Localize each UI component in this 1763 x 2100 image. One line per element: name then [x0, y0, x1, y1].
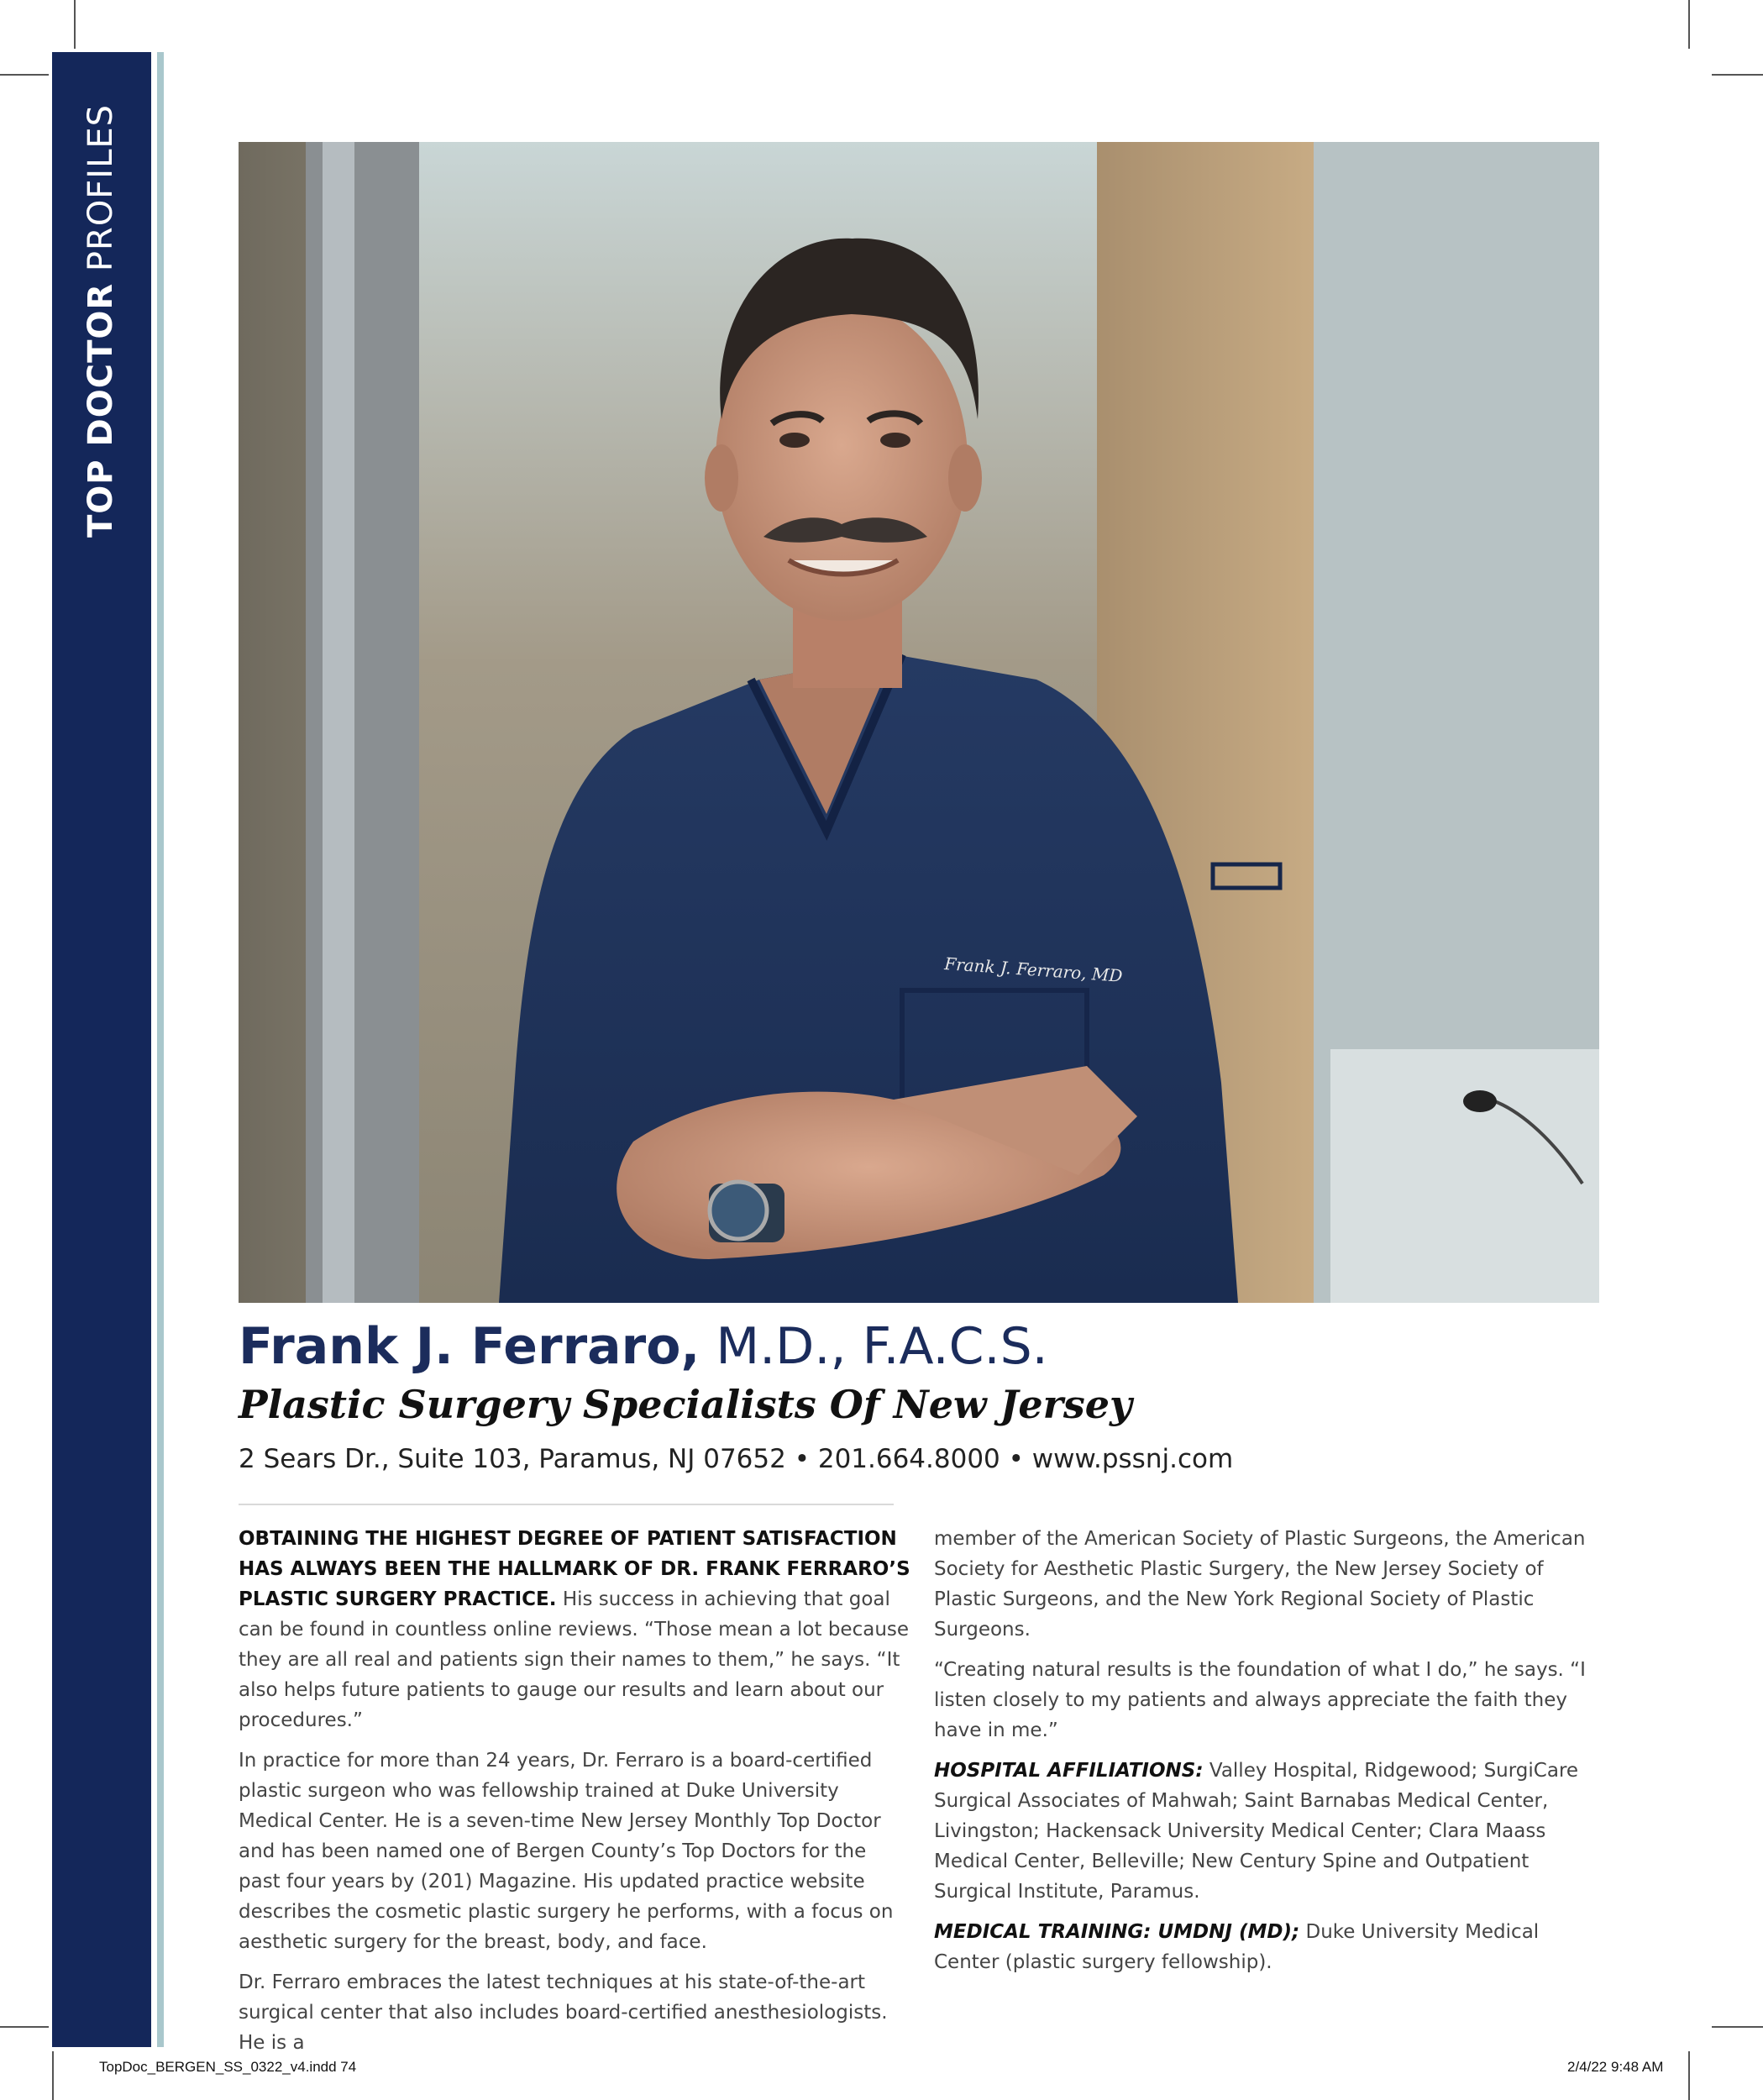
coat-embroidery: Frank J. Ferraro, MD: [943, 953, 1124, 986]
doctor-portrait: [239, 142, 1599, 1303]
doctor-credentials: M.D., F.A.C.S.: [716, 1317, 1048, 1376]
crop-mark: [52, 2051, 54, 2100]
portrait-illustration: [239, 142, 1599, 1303]
article-paragraph-5: “Creating natural results is the foundation of what I do,” he says. “I listen closely to my patients and always appreciate the faith they have in me.”: [934, 1659, 1586, 1741]
article-column-right: [934, 1524, 1606, 1987]
crop-mark: [74, 0, 76, 49]
medical-training-text: Duke University Medical Center (plastic surgery fellowship).: [934, 1921, 1540, 1973]
doctor-name: Frank J. Ferraro,: [239, 1317, 700, 1376]
hospital-affiliations-text: Valley Hospital, Ridgewood; SurgiCare Surgical Associates of Mahwah; Saint Barnabas Medical Center, Livingston; Hackensack University Medical Center; Clara Maass Medical Center, Belleville; New Century Spine and Outpatient Surgical Institute, Paramus.: [934, 1760, 1579, 1903]
hospital-affiliations-label: HOSPITAL AFFILIATIONS:: [934, 1760, 1204, 1782]
article-paragraph-1: His success in achieving that goal can be found in countless online reviews. “Those mean a lot because they are all real and patients sign their names to them,” he says. “It also helps future patients to gauge our results and learn about our procedures.”: [239, 1588, 910, 1731]
article-paragraph-3: Dr. Ferraro embraces the latest techniques at his state-of-the-art surgical center that also includes board-certified anesthesiologists. He is a: [239, 1971, 888, 2054]
crop-mark: [0, 2026, 49, 2028]
article-paragraph: [239, 1524, 910, 1735]
section-label-bold: TOP DOCTOR: [81, 282, 120, 538]
section-label-light: PROFILES: [81, 103, 120, 272]
divider: [239, 1504, 894, 1505]
hospital-affiliations: [934, 1756, 1606, 1907]
crop-mark: [1712, 74, 1763, 76]
crop-mark: [1712, 2026, 1763, 2028]
practice-name: Plastic Surgery Specialists Of New Jersey: [239, 1382, 1132, 1427]
crop-mark: [0, 74, 49, 76]
file-slug: TopDoc_BERGEN_SS_0322_v4.indd 74: [99, 2059, 357, 2075]
section-label: [81, 104, 120, 538]
sidebar-accent-line: [157, 52, 164, 2047]
crop-mark: [1688, 2051, 1690, 2100]
date-slug: 2/4/22 9:48 AM: [1567, 2059, 1664, 2075]
medical-training-label: MEDICAL TRAINING: UMDNJ (MD);: [934, 1921, 1300, 1943]
article-column-left: [239, 1524, 910, 2068]
article-paragraph-2: In practice for more than 24 years, Dr. Ferraro is a board-certified plastic surgeon who was fellowship trained at Duke University Medical Center. He is a seven-time New Jersey Monthly Top Doctor and has been named one of Bergen County’s Top Doctors for the past four years by (201) Magazine. His updated practice website describes the cosmetic plastic surgery he performs, with a focus on aesthetic surgery for the breast, body, and face.: [239, 1750, 894, 1953]
article-paragraph-4: member of the American Society of Plastic Surgeons, the American Society for Aesthetic Plastic Surgery, the New Jersey Society of Plastic Surgeons, and the New York Regional Society of Plastic Surgeons.: [934, 1528, 1586, 1641]
practice-address: 2 Sears Dr., Suite 103, Paramus, NJ 07652 • 201.664.8000 • www.pssnj.com: [239, 1444, 1234, 1474]
doctor-name-heading: [239, 1317, 1048, 1376]
crop-mark: [1688, 0, 1690, 49]
article-lead: OBTAINING THE HIGHEST DEGREE OF PATIENT SATISFACTION HAS ALWAYS BEEN THE HALLMARK OF DR. FRANK FERRARO’S PLASTIC SURGERY PRACTICE.: [239, 1528, 910, 1610]
medical-training: [934, 1917, 1606, 1977]
